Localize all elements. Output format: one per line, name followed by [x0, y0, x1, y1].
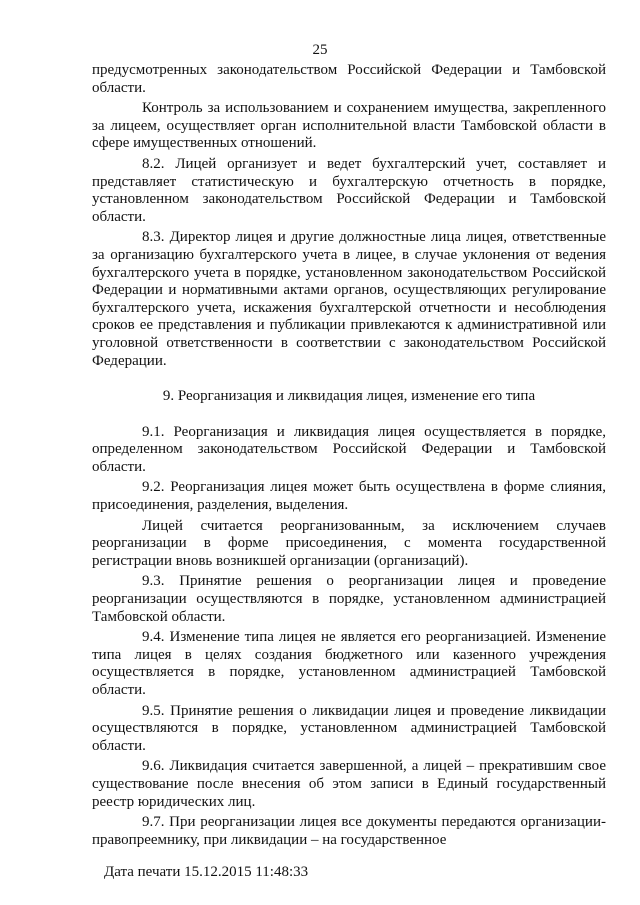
paragraph-property-control: Контроль за использованием и сохранением имущества, закрепленного за лицеем, осуществляет орган исполнительной власти Тамбовской области в сфере имущественных отношений. [92, 100, 606, 152]
document-body [92, 62, 606, 852]
paragraph-9-5: 9.5. Принятие решения о ликвидации лицея и проведение ликвидации осуществляются в порядке, установленном администрацией Тамбовской области. [92, 702, 606, 754]
paragraph-9-7: 9.7. При реорганизации лицея все документы передаются организации-правопреемнику, при ликвидации – на государственное [92, 814, 606, 848]
paragraph-9-3: 9.3. Принятие решения о реорганизации лицея и проведение реорганизации осуществляются в порядке, установленном администрацией Тамбовской области. [92, 573, 606, 625]
paragraph-reorganized: Лицей считается реорганизованным, за исключением случаев реорганизации в форме присоединения, с момента государственной регистрации вновь возникшей организации (организаций). [92, 517, 606, 569]
paragraph-9-6: 9.6. Ликвидация считается завершенной, а лицей – прекратившим свое существование после внесения об этом записи в Единый государственный реестр юридических лиц. [92, 758, 606, 810]
paragraph-9-4: 9.4. Изменение типа лицея не является его реорганизацией. Изменение типа лицея в целях создания бюджетного или казенного учреждения осуществляется в порядке, установленном администрацией Тамбовской области. [92, 629, 606, 698]
paragraph-continuation: предусмотренных законодательством Российской Федерации и Тамбовской области. [92, 62, 606, 96]
paragraph-9-1: 9.1. Реорганизация и ликвидация лицея осуществляется в порядке, определенном законодательством Российской Федерации и Тамбовской области. [92, 423, 606, 475]
section-heading: 9. Реорганизация и ликвидация лицея, изменение его типа [162, 388, 536, 405]
paragraph-8-3: 8.3. Директор лицея и другие должностные лица лицея, ответственные за организацию бухгалтерского учета в лицее, в случае уклонения от ведения бухгалтерского учета в порядке, установленном законодательством Российской Федерации и нормативными актами органов, осуществляющих регулирование бухгалтерского учета, искажения бухгалтерской отчетности и несоблюдения сроков ее представления и публикации привлекаются к административной или уголовной ответственности в соответствии с законодательством Российской Федерации. [92, 229, 606, 369]
paragraph-8-2: 8.2. Лицей организует и ведет бухгалтерский учет, составляет и представляет статистическую и бухгалтерскую отчетность в порядке, установленном законодательством Российской Федерации и Тамбовской области. [92, 155, 606, 225]
print-date: Дата печати 15.12.2015 11:48:33 [104, 864, 309, 880]
paragraph-9-2: 9.2. Реорганизация лицея может быть осуществлена в форме слияния, присоединения, разделения, выделения. [92, 479, 606, 514]
page-number: 25 [312, 42, 328, 58]
